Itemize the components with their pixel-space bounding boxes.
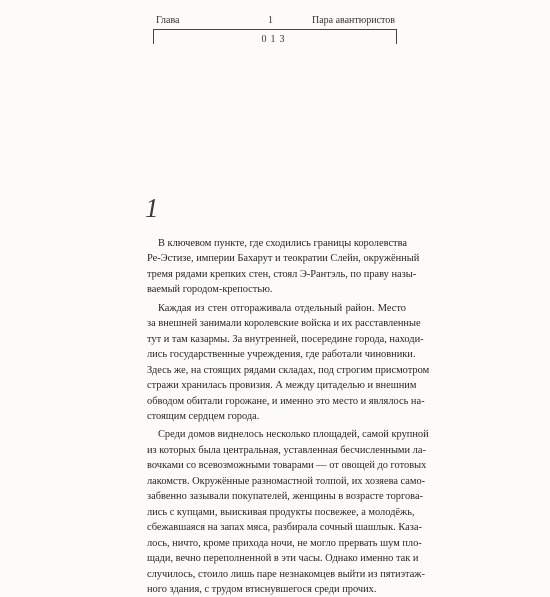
header-chapter-title: Пара авантюристов: [311, 15, 395, 26]
text-line: В ключевом пункте, где сходились границы королевства: [158, 238, 407, 249]
page-number: 013: [261, 34, 289, 45]
paragraph-2: [147, 301, 430, 425]
text-line: Ре-Эстизе, империи Бахарут и теократии Слейн, окружённый: [147, 253, 420, 265]
header-rule: [153, 29, 397, 30]
body-text: [147, 236, 430, 597]
text-line: ного здания, с трудом втиснувшегося среди прочих.: [147, 583, 377, 595]
text-line: сбежавшаяся на запах мяса, разбирала сочный шашлык. Каза-: [147, 522, 422, 534]
text-line: щади, вечно переполненной в эти часы. Однако именно так и: [147, 553, 419, 565]
text-line: вочками со всевозможными товарами — от овощей до готовых: [147, 460, 427, 472]
text-line: забвенно зазывали покупателей, женщины в возрасте торгова-: [147, 491, 424, 503]
header-chapter-label: Глава: [156, 15, 180, 26]
text-line: Каждая из стен отгораживала отдельный район. Место: [158, 302, 406, 314]
text-line: лись с купцами, выискивая продукты посвежее, а молодёжь,: [147, 506, 415, 518]
text-line: Среди домов виднелось несколько площадей, самой крупной: [158, 429, 429, 441]
text-line: стоящим сердцем города.: [147, 410, 260, 422]
text-line: лось, ничто, кроме прихода ночи, не могло прервать шум пло-: [147, 537, 422, 549]
paragraph-1: [147, 236, 420, 298]
paragraph-3: [147, 427, 429, 597]
text-line: тут и там казармы. За внутренней, посередине города, находи-: [147, 333, 424, 345]
text-line: из которых была центральная, уставленная бесчисленными ла-: [147, 444, 426, 456]
chapter-number: 1: [145, 193, 159, 223]
header-bracket-left: [153, 29, 154, 44]
text-line: лись государственные учреждения, где работали чиновники.: [147, 349, 416, 361]
text-line: тремя рядами крепких стен, стоял Э-Рантэль, по праву назы-: [147, 268, 417, 280]
text-line: за внешней занимали королевские войска и их расставленные: [147, 318, 421, 330]
text-line: случилось, стоило лишь паре незнакомцев выйти из пятиэтаж-: [147, 568, 425, 580]
text-line: Здесь же, на стоящих рядами складах, под строгим присмотром: [147, 364, 430, 376]
text-line: лакомств. Окружённые разномастной толпой, их хозяева само-: [147, 475, 426, 487]
text-line: обводом обитали горожане, и именно это место и являлось на-: [147, 395, 425, 407]
header-bracket-right: [396, 29, 397, 44]
text-line: стражи хранилась провизия. А между цитаделью и внешним: [147, 380, 417, 392]
text-line: ваемый городом-крепостью.: [147, 284, 273, 296]
header-chapter-number: 1: [268, 15, 273, 26]
